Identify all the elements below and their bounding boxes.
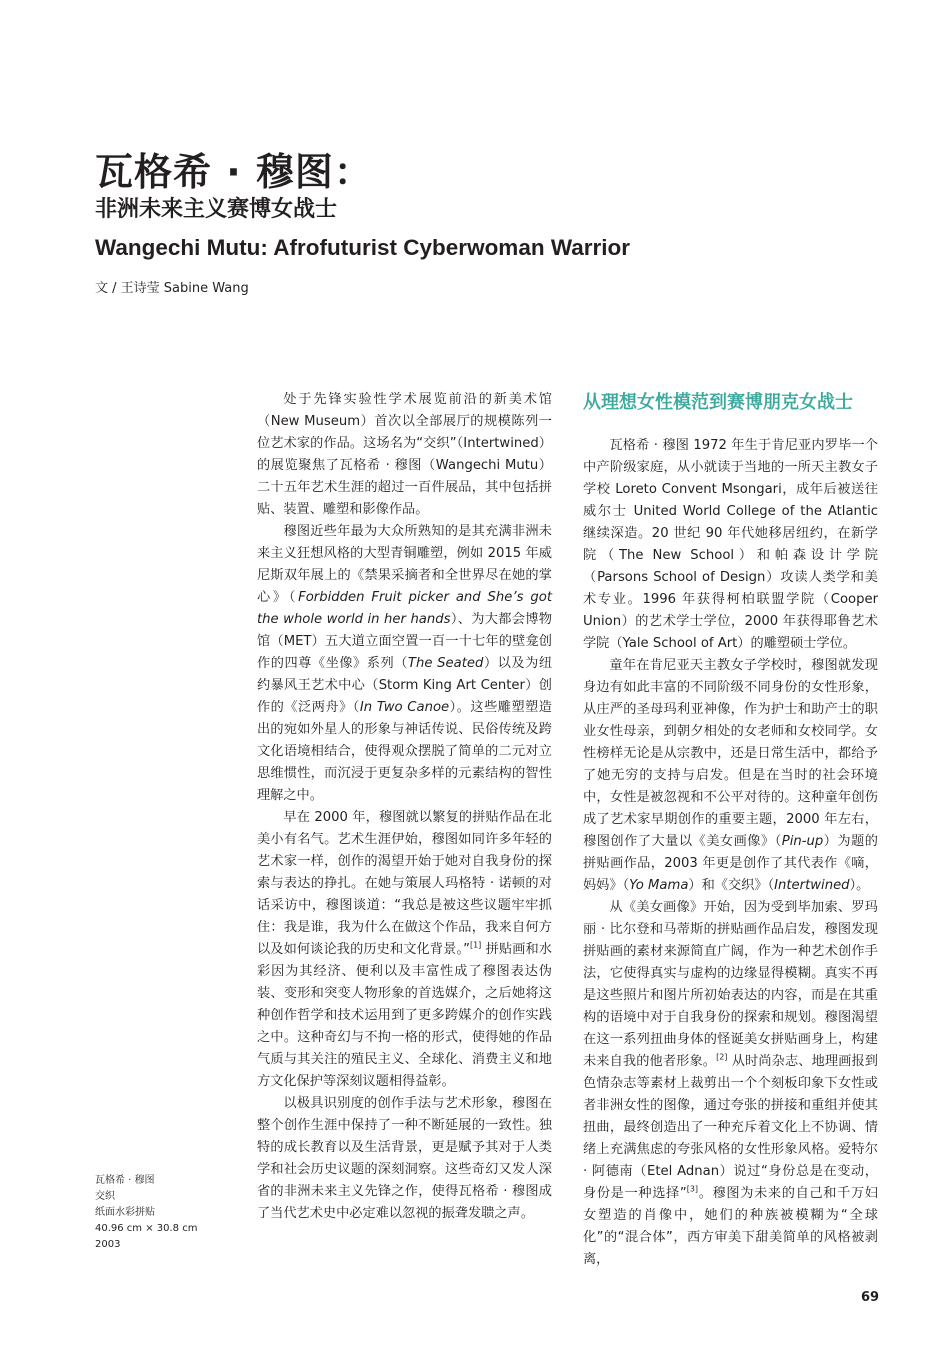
article-column-left [257,389,552,1225]
paragraph: 以极具识别度的创作手法与艺术形象，穆图在整个创作生涯中保持了一种不断延展的一致性。独特的成长教育以及生活背景，更是赋予其对于人类学和社会历史议题的深刻洞察。这些奇幻又发人深省的非洲未来主义先锋之作，使得瓦格希 · 穆图成了当代艺术史中必定难以忽视的振聋发聩之声。 [257,1096,552,1221]
footnote-ref: [2] [716,1052,728,1062]
work-title: In Two Canoe [359,700,450,715]
footnote-ref: [3] [686,1184,699,1194]
subtitle-chinese: 非洲未来主义赛博女战士 [95,197,338,222]
title-chinese: 瓦格希 · 穆图： [95,150,373,194]
caption-year: 2003 [95,1239,121,1250]
article-column-right [583,389,878,1271]
work-title: Yo Mama [629,878,689,893]
paragraph: 穆图近些年最为大众所熟知的是其充满非洲未来主义狂想风格的大型青铜雕塑，例如 2015 年威尼斯双年展上的《禁果采摘者和全世界尽在她的掌心》（Forbidden Fruit picker and She’s got the whole world in her hands）、为大都会博物馆（MET）五大道立面空置一百一十七年的壁龛创作的四尊《坐像》系列（The Seated）以及为纽约暴风王艺术中心（Storm King Art Center）创作的《泛两舟》（In Two Canoe）。这些雕塑塑造出的宛如外星人的形象与神话传说、民俗传统及跨文化语境相结合，使得观众摆脱了简单的二元对立思维惯性，而沉浸于更复杂多样的元素结构的智性理解之中。 [257,524,553,803]
paragraph: 从《美女画像》开始，因为受到毕加索、罗玛丽 · 比尔登和马蒂斯的拼贴画作品启发，穆图发现拼贴画的素材来源简直广阔，作为一种艺术创作手法，它使得真实与虚构的边缘显得模糊。真实不再是这些照片和图片所初始表达的内容，而是在其重构的语境中对于自我身份的探索和规划。穆图渴望在这一系列扭曲身体的怪诞美女拼贴画身上，构建未来自我的他者形象。[2] 从时尚杂志、地理画报到色情杂志等素材上裁剪出一个个刻板印象下女性或者非洲女性的图像，通过夸张的拼接和重组并使其扭曲，最终创造出了一种充斥着文化上不协调、情绪上充满焦虑的夸张风格的女性形象风格。爱特尔 · 阿德南（Etel Adnan）说过“身份总是在变动，身份是一种选择”[3]。穆图为未来的自己和千万妇女塑造的肖像中，她们的种族被模糊为“全球化”的“混合体”，西方审美下甜美简单的风格被剥离， [583,900,878,1267]
title-english: Wangechi Mutu: Afrofuturist Cyberwoman Warrior [95,235,631,260]
paragraph: 早在 2000 年，穆图就以繁复的拼贴作品在北美小有名气。艺术生涯伊始，穆图如同许多年轻的艺术家一样，创作的渴望开始于她对自我身份的探索与表达的挣扎。在她与策展人玛格特 · 诺顿的对话采访中，穆图谈道：“我总是被这些议题牢牢抓住：我是谁，我为什么在做这个作品，我来自何方以及如何谈论我的历史和文化背景。”[1] 拼贴画和水彩因为其经济、便利以及丰富性成了穆图表达伪装、变形和突变人物形象的首选媒介，之后她将这种创作哲学和技术运用到了更多跨媒介的创作实践之中。这种奇幻与不拘一格的形式，使得她的作品气质与其关注的殖民主义、全球化、消费主义和地方文化保护等深刻议题相得益彰。 [257,810,552,1089]
work-title: Forbidden Fruit picker and She’s got the whole world in her hands [257,590,552,627]
footnote-ref: [1] [469,940,482,950]
paragraph: 童年在肯尼亚天主教女子学校时，穆图就发现身边有如此丰富的不同阶级不同身份的女性形象，从庄严的圣母玛利亚神像，作为护士和助产士的职业女性母亲，到朝夕相处的女老师和女校同学。女性榜样无论是从宗教中，还是日常生活中，都给予了她无穷的支持与启发。但是在当时的社会环境中，女性是被忽视和不公平对待的。这种童年创伤成了艺术家早期创作的重要主题，2000 年左右，穆图创作了大量以《美女画像》（Pin-up）为题的拼贴画作品，2003 年更是创作了其代表作《嘀，妈妈》（Yo Mama）和《交织》（Intertwined）。 [583,658,878,893]
image-caption [95,1173,197,1253]
work-title: The Seated [407,656,484,671]
caption-size: 40.96 cm × 30.8 cm [95,1223,198,1234]
page-number: 69 [861,1290,880,1305]
byline: 文 / 王诗莹 Sabine Wang [95,281,249,296]
paragraph: 处于先锋实验性学术展览前沿的新美术馆（New Museum）首次以全部展厅的规模陈列一位艺术家的作品。这场名为“交织”（Intertwined）的展览聚焦了瓦格希 · 穆图（Wangechi Mutu）二十五年艺术生涯的超过一百件展品，其中包括拼贴、装置、雕塑和影像作品。 [257,392,552,517]
caption-artist: 瓦格希 · 穆图 [95,1175,155,1186]
section-heading: 从理想女性模范到赛博朋克女战士 [583,392,853,413]
paragraph: 瓦格希 · 穆图 1972 年生于肯尼亚内罗毕一个中产阶级家庭，从小就读于当地的一所天主教女子学校 Loreto Convent Msongari，成年后被送往威尔士 United World College of the Atlantic 继续深造。20 世纪 90 年代她移居纽约，在新学院（The New School）和帕森设计学院（Parsons School of Design）攻读人类学和美术专业。1996 年获得柯柏联盟学院（Cooper Union）的艺术学士学位，2000 年获得耶鲁艺术学院（Yale School of Art）的雕塑硕士学位。 [583,438,878,651]
work-title: Intertwined [774,878,850,893]
work-title: Pin-up [781,834,824,849]
caption-title: 交织 [95,1191,115,1202]
caption-medium: 纸面水彩拼贴 [95,1207,155,1218]
